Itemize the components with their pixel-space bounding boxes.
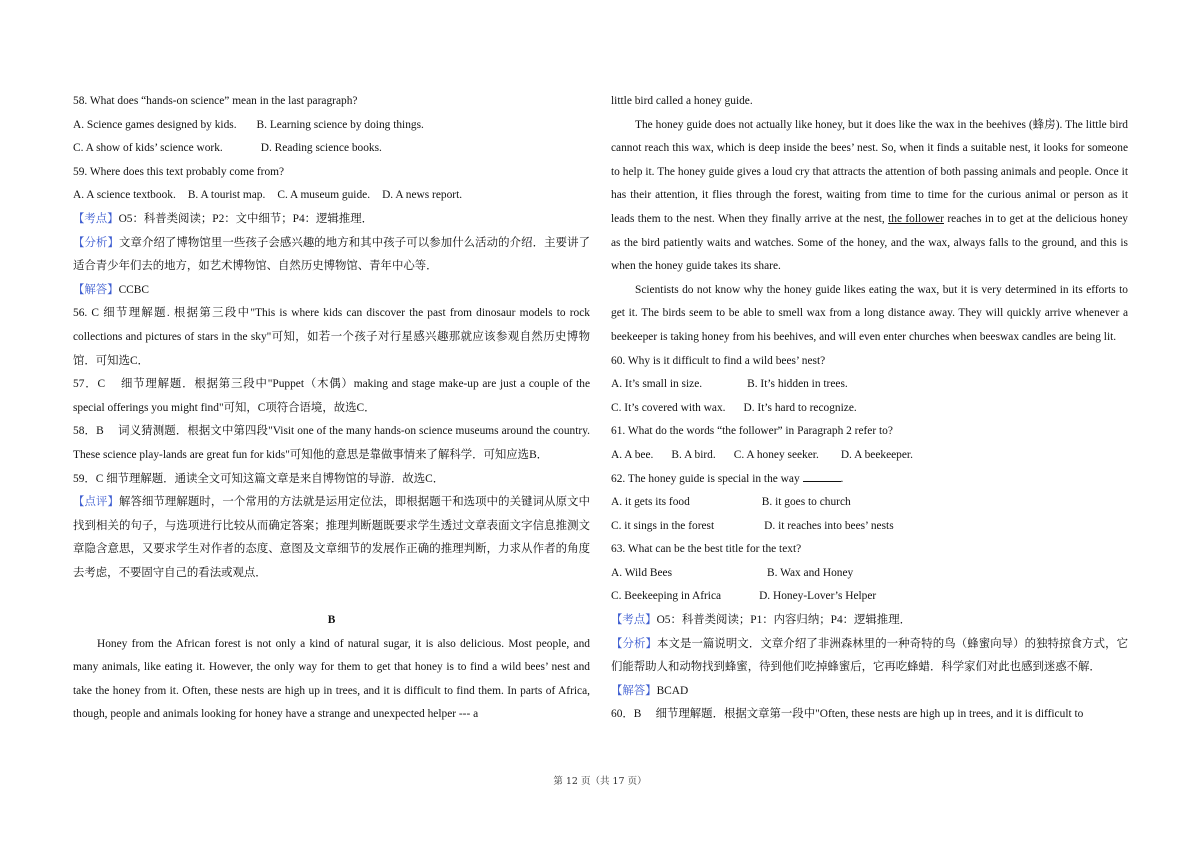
kaodian-tag: 【考点】 bbox=[73, 212, 119, 225]
question-58-options-row2 bbox=[73, 137, 590, 161]
passage-paragraph-3: Scientists do not know why the honey guide likes eating the wax, but it is very determined in its efforts to get it. The birds seem to be able to smell wax from a long distance away. They will quickly arrive whenever a beekeeper is taking honey from his beehives, and will even enter churches when beeswax candles are being lit. bbox=[611, 283, 1128, 343]
question-59: 59. Where does this text probably come from? bbox=[73, 165, 285, 178]
dianping-tag: 【点评】 bbox=[73, 496, 119, 509]
explanation-56: 56. C 细节理解题. 根据第三段中"This is where kids can discover the past from dinosaur models to rock collections and pictures of stars in the sky"可知，如若一个孩子对行星感兴趣那就应该参观自然历史博物馆．可知选C． bbox=[73, 307, 590, 367]
page-footer: 第 12 页（共 17 页） bbox=[553, 776, 647, 787]
fenxi-paragraph bbox=[611, 633, 1128, 680]
question-58: 58. What does “hands-on science” mean in the last paragraph? bbox=[73, 95, 358, 107]
option-63-a: A. Wild Bees bbox=[611, 566, 673, 579]
question-62-stem: 62. The honey guide is special in the way bbox=[611, 472, 803, 485]
dianping-text: 解答细节理解题时，一个常用的方法就是运用定位法，即根据题干和选项中的关键词从原文中找到相关的句子，与选项进行比较从而确定答案；推理判断题既要求学生透过文章表面文字信息推测文章隐含意思，又要求学生对作者的态度、意图及文章细节的发展作正确的推理判断，力求从作者的角度去考虑，不要固守自己的看法或观点． bbox=[73, 496, 590, 579]
question-60-options-row2 bbox=[611, 397, 1128, 421]
option-63-d: D. Honey-Lover’s Helper bbox=[759, 590, 877, 603]
explanation-59: 59．C 细节理解题．通读全文可知这篇文章是来自博物馆的导游．故选C． bbox=[73, 472, 445, 485]
option-60-a: A. It’s small in size. bbox=[611, 378, 703, 391]
passage-paragraph-1: Honey from the African forest is not only a kind of natural sugar, it is also delicious. Most people, and many animals, like eating it. However, the only way for them to get that honey is to find a wild bees’ nest and take the honey from it. Often, these nests are high up in trees, and it is difficult to find them. In parts of Africa, though, people and animals looking for honey have a strange and unexpected helper --- a bbox=[73, 637, 590, 721]
option-60-c: C. It’s covered with wax. bbox=[611, 401, 726, 414]
question-61: 61. What do the words “the follower” in Paragraph 2 refer to? bbox=[611, 425, 893, 438]
question-60-options-row1 bbox=[611, 373, 1128, 397]
dianping-paragraph bbox=[73, 491, 590, 585]
right-column bbox=[611, 90, 1128, 727]
kaodian-line bbox=[73, 208, 590, 232]
left-column bbox=[73, 90, 590, 727]
kaodian-line bbox=[611, 609, 1128, 633]
section-heading-b: B bbox=[327, 614, 336, 627]
spacer bbox=[73, 585, 590, 609]
question-62 bbox=[611, 468, 1128, 492]
question-62-options-row1 bbox=[611, 491, 1128, 515]
option-59-a: A. A science textbook. bbox=[73, 189, 176, 202]
option-59-c: C. A museum guide. bbox=[277, 189, 371, 202]
explanation-57: 57．C 细节理解题．根据第三段中"Puppet（木偶）making and stage make-up are just a couple of the special offerings you might find"可知，C项符合语境，故选C． bbox=[73, 378, 590, 414]
kaodian-text: O5：科普类阅读；P1：内容归纳；P4：逻辑推理． bbox=[656, 614, 911, 627]
jieda-tag: 【解答】 bbox=[611, 684, 657, 697]
passage-paragraph-2 bbox=[611, 114, 1128, 279]
jieda-line bbox=[73, 279, 590, 303]
fenxi-tag: 【分析】 bbox=[73, 236, 119, 249]
option-60-b: B. It’s hidden in trees. bbox=[747, 378, 848, 391]
option-62-d: D. it reaches into bees’ nests bbox=[764, 519, 894, 532]
question-63-options-row1 bbox=[611, 562, 1128, 586]
jieda-line bbox=[611, 680, 1128, 704]
option-59-b: B. A tourist map. bbox=[187, 189, 266, 202]
option-59-d: D. A news report. bbox=[382, 189, 463, 202]
fenxi-paragraph bbox=[73, 232, 590, 279]
option-61-c: C. A honey seeker. bbox=[733, 448, 819, 461]
question-60: 60. Why is it difficult to find a wild bees’ nest? bbox=[611, 354, 826, 367]
passage-p2-before: The honey guide does not actually like honey, but it does like the wax in the beehives (蜂房). The little bird cannot reach this wax, which is deep inside the bees’ nest. So, when it finds a suitable nest, it looks for someone to help it. The honey guide gives a loud cry that attracts the attention of both passing animals and people. Once it has their attention, it flies through the forest, waiting from time to time for the curious animal or person as it leads them to the nest. When they finally arrive at the nest, bbox=[611, 118, 1128, 225]
option-61-d: D. A beekeeper. bbox=[840, 448, 913, 461]
question-61-options bbox=[611, 444, 1128, 468]
option-63-c: C. Beekeeping in Africa bbox=[611, 590, 722, 603]
question-59-options bbox=[73, 184, 590, 208]
option-63-b: B. Wax and Honey bbox=[767, 566, 854, 579]
question-62-options-row2 bbox=[611, 515, 1128, 539]
fenxi-tag: 【分析】 bbox=[611, 637, 657, 650]
jieda-tag: 【解答】 bbox=[73, 283, 119, 296]
jieda-text: BCAD bbox=[656, 684, 689, 697]
kaodian-tag: 【考点】 bbox=[611, 614, 657, 627]
fenxi-text: 文章介绍了博物馆里一些孩子会感兴趣的地方和其中孩子可以参加什么活动的介绍．主要讲了适合青少年们去的地方，如艺术博物馆、自然历史博物馆、青年中心等． bbox=[73, 236, 590, 273]
passage-paragraph-1-continued: little bird called a honey guide. bbox=[611, 95, 753, 107]
option-58-d: D. Reading science books. bbox=[260, 142, 382, 155]
option-61-b: B. A bird. bbox=[671, 448, 716, 461]
option-61-a: A. A bee. bbox=[611, 448, 654, 461]
question-63: 63. What can be the best title for the text? bbox=[611, 543, 802, 556]
explanation-58: 58．B 词义猜测题．根据文中第四段"Visit one of the many hands-on science museums around the country. These science play-lands are great fun for kids"可知他的意思是靠做事情来了解科学．可知应选B． bbox=[73, 425, 590, 461]
answer-blank bbox=[803, 470, 841, 482]
option-58-a: A. Science games designed by kids. bbox=[73, 118, 237, 131]
option-58-b: B. Learning science by doing things. bbox=[256, 118, 424, 131]
option-62-c: C. it sings in the forest bbox=[611, 519, 715, 532]
explanation-60: 60．B 细节理解题．根据文章第一段中"Often, these nests are high up in trees, and it is difficult to bbox=[611, 708, 1084, 721]
question-58-options-row1 bbox=[73, 114, 590, 138]
question-62-period: . bbox=[840, 472, 844, 485]
option-58-c: C. A show of kids’ science work. bbox=[73, 142, 223, 155]
passage-p2-after: reaches in to get at the delicious honey as the bird patiently waits and watches. Some of the honey, and the wax, always falls to the ground, and this is when the honey guide takes its share. bbox=[611, 212, 1128, 273]
jieda-text: CCBC bbox=[118, 283, 149, 296]
kaodian-text: O5：科普类阅读；P2：文中细节；P4：逻辑推理． bbox=[118, 212, 373, 225]
underlined-the-follower: the follower bbox=[888, 212, 944, 225]
option-62-b: B. it goes to church bbox=[761, 496, 851, 509]
option-60-d: D. It’s hard to recognize. bbox=[743, 401, 857, 414]
fenxi-text: 本文是一篇说明文．文章介绍了非洲森林里的一种奇特的鸟（蜂蜜向导）的独特掠食方式，它们能帮助人和动物找到蜂蜜，待到他们吃掉蜂蜜后，它再吃蜂蜡．科学家们对此也感到迷惑不解． bbox=[611, 637, 1128, 674]
option-62-a: A. it gets its food bbox=[611, 496, 690, 509]
question-63-options-row2 bbox=[611, 585, 1128, 609]
